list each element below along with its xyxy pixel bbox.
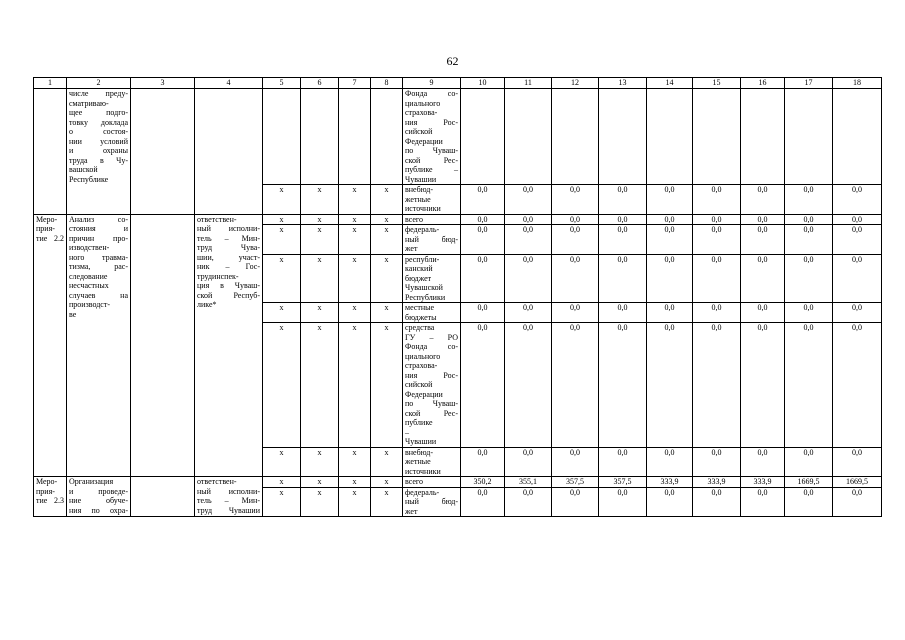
value-cell: 0,0	[505, 487, 552, 517]
mark-cell: x	[339, 447, 371, 477]
value-cell: 0,0	[505, 185, 552, 215]
source-line: жетные	[405, 457, 431, 466]
source-line: республи-	[405, 254, 440, 264]
value-cell: 0,0	[741, 254, 785, 303]
value-cell	[599, 89, 647, 185]
value-cell: 333,9	[693, 477, 741, 488]
source-line: ния Рос-	[405, 117, 458, 127]
column-number: 8	[371, 78, 403, 89]
value-cell	[505, 89, 552, 185]
column-number: 9	[403, 78, 461, 89]
value-cell: 0,0	[833, 303, 882, 323]
column-number: 16	[741, 78, 785, 89]
value-cell: 0,0	[693, 254, 741, 303]
measure-name-line: следование	[69, 271, 108, 281]
column-number: 13	[599, 78, 647, 89]
source-line: ный бюд-	[405, 497, 458, 506]
column-number: 5	[263, 78, 301, 89]
value-cell: 0,0	[833, 185, 882, 215]
executor-line: тель – Мин-	[197, 233, 260, 243]
value-cell: 0,0	[461, 214, 505, 225]
value-cell: 0,0	[505, 214, 552, 225]
column-number: 3	[131, 78, 195, 89]
value-cell: 0,0	[461, 323, 505, 448]
value-cell: 0,0	[599, 185, 647, 215]
value-cell: 0,0	[647, 303, 693, 323]
value-cell: 357,5	[552, 477, 599, 488]
mark-cell: x	[371, 185, 403, 215]
value-cell: 0,0	[785, 487, 833, 517]
measure-name-line: труда в Чу-	[69, 155, 128, 165]
value-cell: 0,0	[833, 323, 882, 448]
value-cell: 0,0	[599, 487, 647, 517]
mark-cell: x	[371, 254, 403, 303]
mark-cell	[371, 89, 403, 185]
measure-name-line: и охраны	[69, 146, 128, 155]
value-cell: 0,0	[785, 225, 833, 255]
source-line: публике –	[405, 165, 458, 174]
mark-cell	[339, 89, 371, 185]
funding-table	[33, 77, 882, 517]
measure-name-line: ве	[69, 309, 77, 319]
source-line: ГУ – РО	[405, 332, 458, 342]
funding-source-cell	[403, 185, 461, 215]
source-line: сийской	[405, 127, 433, 136]
value-cell	[693, 89, 741, 185]
measure-name-line: изводствен-	[69, 243, 110, 252]
value-cell: 0,0	[741, 214, 785, 225]
source-line: бюджеты	[405, 312, 437, 322]
mark-cell: x	[263, 214, 301, 225]
mark-cell: x	[301, 225, 339, 255]
executor-line: труд Чува-	[197, 243, 260, 252]
measure-name-line: и проведе-	[69, 486, 128, 496]
value-cell: 0,0	[741, 303, 785, 323]
measure-name-line: Организация	[69, 477, 114, 486]
measure-name-line: производст-	[69, 300, 110, 309]
column-number: 6	[301, 78, 339, 89]
measure-name-line: тизма, рас-	[69, 262, 128, 271]
value-cell: 357,5	[599, 477, 647, 488]
column-number: 14	[647, 78, 693, 89]
value-cell: 0,0	[552, 185, 599, 215]
col3-cell	[131, 477, 195, 517]
column-number: 18	[833, 78, 882, 89]
executor-cell	[195, 89, 263, 215]
source-line: внебюд-	[405, 185, 433, 194]
measure-name-line: Анализ со-	[69, 214, 128, 224]
value-cell: 0,0	[552, 323, 599, 448]
value-cell: 0,0	[647, 487, 693, 517]
mark-cell: x	[371, 477, 403, 488]
mark-cell: x	[339, 323, 371, 448]
source-line: Фонда со-	[405, 342, 458, 351]
measure-name-line: товку доклада	[69, 117, 128, 127]
code-cell	[34, 89, 67, 215]
funding-source-cell	[403, 89, 461, 185]
value-cell: 0,0	[741, 185, 785, 215]
measure-name-line: несчастных	[69, 281, 109, 290]
source-line: по Чуваш-	[405, 146, 458, 155]
value-cell: 0,0	[552, 303, 599, 323]
executor-cell	[195, 214, 263, 477]
measure-name-line: Республике	[69, 174, 109, 184]
executor-line: трудинспек-	[197, 271, 239, 281]
executor-line: ответствен-	[197, 214, 237, 224]
executor-line: ской Респуб-	[197, 290, 260, 300]
value-cell: 0,0	[741, 225, 785, 255]
value-cell: 0,0	[552, 254, 599, 303]
column-number: 11	[505, 78, 552, 89]
measure-name-line: ние обуче-	[69, 496, 128, 505]
source-line: Федерации	[405, 136, 443, 146]
value-cell: 0,0	[647, 447, 693, 477]
executor-line: ный исполни-	[197, 224, 260, 233]
mark-cell: x	[371, 225, 403, 255]
value-cell: 0,0	[647, 225, 693, 255]
mark-cell: x	[263, 303, 301, 323]
mark-cell: x	[371, 487, 403, 517]
measure-code-line: Меро-	[36, 214, 58, 224]
measure-name-line: сматриваю-	[69, 98, 109, 108]
value-cell: 0,0	[461, 447, 505, 477]
value-cell: 0,0	[693, 225, 741, 255]
source-line: Фонда со-	[405, 89, 458, 98]
value-cell: 0,0	[833, 214, 882, 225]
value-cell	[785, 89, 833, 185]
page-number: 62	[446, 54, 459, 68]
funding-source-cell	[403, 477, 461, 488]
source-line: федераль-	[405, 225, 440, 234]
source-line: жетные	[405, 194, 431, 204]
value-cell: 0,0	[599, 303, 647, 323]
measure-code-line: тие 2.2	[36, 233, 64, 243]
value-cell: 0,0	[599, 214, 647, 225]
executor-line: ция в Чуваш-	[197, 281, 260, 290]
value-cell: 0,0	[693, 487, 741, 517]
funding-source-cell	[403, 303, 461, 323]
value-cell: 0,0	[785, 323, 833, 448]
value-cell: 0,0	[461, 185, 505, 215]
source-line: –	[405, 427, 409, 437]
value-cell: 0,0	[599, 225, 647, 255]
value-cell: 0,0	[647, 323, 693, 448]
value-cell: 0,0	[599, 323, 647, 448]
mark-cell: x	[371, 447, 403, 477]
source-line: по Чуваш-	[405, 399, 458, 408]
value-cell: 0,0	[785, 254, 833, 303]
value-cell: 0,0	[461, 254, 505, 303]
source-line: Федерации	[405, 389, 443, 399]
measure-code-line: прия-	[36, 486, 55, 496]
measure-code-cell	[34, 477, 67, 517]
column-number: 4	[195, 78, 263, 89]
value-cell: 0,0	[552, 487, 599, 517]
source-line: всего	[405, 214, 424, 224]
measure-code-line: тие 2.3	[36, 496, 64, 505]
value-cell: 1669,5	[785, 477, 833, 488]
value-cell: 333,9	[741, 477, 785, 488]
mark-cell	[263, 89, 301, 185]
measure-name-line: нии условий	[69, 136, 128, 146]
value-cell: 0,0	[833, 487, 882, 517]
value-cell: 0,0	[785, 185, 833, 215]
mark-cell: x	[263, 254, 301, 303]
funding-source-cell	[403, 225, 461, 255]
value-cell: 333,9	[647, 477, 693, 488]
value-cell: 0,0	[693, 185, 741, 215]
value-cell: 0,0	[599, 254, 647, 303]
column-number: 17	[785, 78, 833, 89]
value-cell	[647, 89, 693, 185]
funding-source-cell	[403, 323, 461, 448]
mark-cell: x	[301, 447, 339, 477]
value-cell: 0,0	[785, 447, 833, 477]
column-number: 10	[461, 78, 505, 89]
column-number: 7	[339, 78, 371, 89]
measure-name-line: о состоя-	[69, 127, 128, 136]
source-line: жет	[405, 506, 418, 516]
source-line: Чувашской	[405, 283, 443, 292]
funding-source-cell	[403, 214, 461, 225]
value-cell: 0,0	[552, 225, 599, 255]
value-cell: 0,0	[599, 447, 647, 477]
mark-cell: x	[339, 303, 371, 323]
column-number: 1	[34, 78, 67, 89]
source-line: Республики	[405, 292, 446, 302]
executor-line: ответствен-	[197, 477, 237, 486]
source-line: циального	[405, 351, 441, 361]
source-line: жет	[405, 244, 418, 253]
mark-cell: x	[371, 303, 403, 323]
mark-cell: x	[301, 323, 339, 448]
header-row	[34, 78, 882, 89]
measure-code-cell	[34, 214, 67, 477]
value-cell: 0,0	[741, 487, 785, 517]
source-line: бюджет	[405, 273, 432, 283]
mark-cell: x	[371, 214, 403, 225]
measure-name-line: числе преду-	[69, 89, 128, 98]
value-cell: 0,0	[693, 303, 741, 323]
value-cell	[741, 89, 785, 185]
executor-line: шии, участ-	[197, 252, 260, 262]
col3-cell	[131, 89, 195, 215]
source-line: средства	[405, 323, 435, 332]
mark-cell: x	[263, 225, 301, 255]
measure-name-line: вашской	[69, 165, 98, 174]
measure-code-line: Меро-	[36, 477, 58, 486]
measure-name-cell	[67, 477, 131, 517]
value-cell: 0,0	[785, 303, 833, 323]
value-cell: 0,0	[505, 303, 552, 323]
source-line: сийской	[405, 380, 433, 389]
value-cell	[461, 89, 505, 185]
value-cell: 0,0	[741, 323, 785, 448]
source-line: федераль-	[405, 487, 440, 497]
mark-cell: x	[339, 225, 371, 255]
mark-cell: x	[263, 487, 301, 517]
value-cell: 0,0	[647, 214, 693, 225]
value-cell: 0,0	[461, 487, 505, 517]
mark-cell: x	[339, 477, 371, 488]
column-number: 2	[67, 78, 131, 89]
funding-source-cell	[403, 487, 461, 517]
mark-cell: x	[301, 487, 339, 517]
mark-cell: x	[263, 323, 301, 448]
source-line: ный бюд-	[405, 234, 458, 244]
value-cell: 0,0	[461, 225, 505, 255]
executor-line: ный исполни-	[197, 486, 260, 496]
value-cell: 0,0	[647, 185, 693, 215]
funding-source-cell	[403, 254, 461, 303]
source-line: ской Рес-	[405, 155, 458, 165]
source-line: ния Рос-	[405, 370, 458, 380]
mark-cell: x	[301, 303, 339, 323]
column-number: 12	[552, 78, 599, 89]
value-cell: 0,0	[693, 214, 741, 225]
mark-cell: x	[301, 185, 339, 215]
col3-cell	[131, 214, 195, 477]
value-cell: 0,0	[693, 447, 741, 477]
value-cell: 0,0	[505, 225, 552, 255]
source-line: Чувашии	[405, 174, 437, 184]
value-cell: 0,0	[741, 447, 785, 477]
mark-cell: x	[301, 254, 339, 303]
mark-cell: x	[263, 477, 301, 488]
source-line: страхова-	[405, 361, 438, 370]
executor-cell	[195, 477, 263, 517]
mark-cell: x	[339, 185, 371, 215]
source-line: источники	[405, 204, 441, 213]
value-cell: 0,0	[647, 254, 693, 303]
mark-cell: x	[263, 185, 301, 215]
value-cell: 0,0	[552, 447, 599, 477]
measure-name-line: случаев на	[69, 290, 128, 300]
source-line: источники	[405, 466, 441, 476]
value-cell: 0,0	[505, 447, 552, 477]
measure-name-line: причин про-	[69, 233, 128, 243]
executor-line: труд Чувашии	[197, 505, 260, 515]
measure-name-line: ния по охра-	[69, 505, 128, 515]
measure-name-cell	[67, 89, 131, 215]
value-cell: 0,0	[785, 214, 833, 225]
table-row	[34, 89, 882, 185]
source-line: ской Рес-	[405, 408, 458, 418]
executor-line: тель – Мин-	[197, 496, 260, 505]
funding-source-cell	[403, 447, 461, 477]
value-cell: 0,0	[833, 225, 882, 255]
mark-cell: x	[339, 254, 371, 303]
column-number: 15	[693, 78, 741, 89]
mark-cell: x	[263, 447, 301, 477]
mark-cell: x	[339, 487, 371, 517]
value-cell: 0,0	[505, 323, 552, 448]
mark-cell	[301, 89, 339, 185]
measure-code-line: прия-	[36, 224, 55, 233]
value-cell: 350,2	[461, 477, 505, 488]
value-cell	[552, 89, 599, 185]
executor-line: ник – Гос-	[197, 262, 260, 271]
measure-name-line: ного травма-	[69, 252, 128, 262]
source-line: местные	[405, 303, 435, 312]
measure-name-cell	[67, 214, 131, 477]
value-cell: 1669,5	[833, 477, 882, 488]
source-line: публике	[405, 418, 433, 427]
mark-cell: x	[301, 214, 339, 225]
value-cell: 0,0	[552, 214, 599, 225]
source-line: Чувашии	[405, 437, 437, 446]
value-cell	[833, 89, 882, 185]
source-line: внебюд-	[405, 447, 433, 457]
value-cell: 0,0	[505, 254, 552, 303]
source-line: всего	[405, 477, 424, 486]
source-line: циального	[405, 98, 441, 108]
source-line: канский	[405, 264, 433, 273]
mark-cell: x	[371, 323, 403, 448]
executor-line: лике*	[197, 300, 217, 309]
table-row	[34, 214, 882, 225]
mark-cell: x	[301, 477, 339, 488]
measure-name-line: стояния и	[69, 224, 128, 233]
table-row	[34, 477, 882, 488]
source-line: страхова-	[405, 108, 438, 117]
measure-name-line: щее подго-	[69, 108, 128, 117]
value-cell: 0,0	[461, 303, 505, 323]
value-cell: 0,0	[833, 447, 882, 477]
mark-cell: x	[339, 214, 371, 225]
value-cell: 0,0	[693, 323, 741, 448]
value-cell: 0,0	[833, 254, 882, 303]
value-cell: 355,1	[505, 477, 552, 488]
